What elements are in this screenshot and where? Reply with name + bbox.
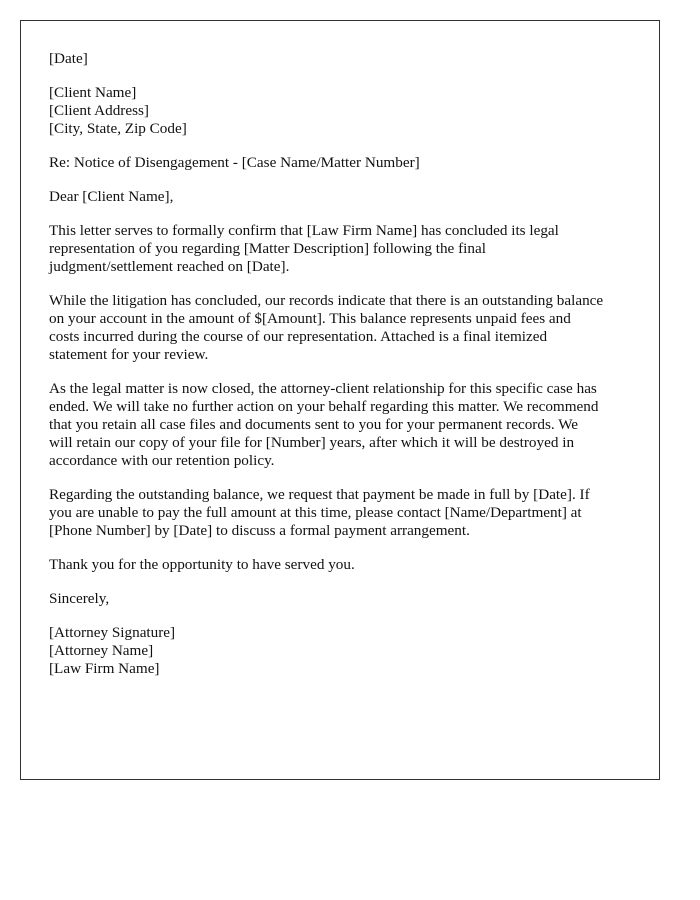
attorney-signature-line: [Attorney Signature] [49, 624, 176, 641]
paragraph-line: you are unable to pay the full amount at this time, please contact [Name/Department] at [49, 504, 582, 521]
paragraph-line: ended. We will take no further action on your behalf regarding this matter. We recommend [49, 398, 599, 415]
closing-text: Sincerely, [49, 590, 110, 607]
law-firm-name-line: [Law Firm Name] [49, 660, 160, 677]
date-line: [Date] [49, 50, 88, 67]
paragraph-line: representation of you regarding [Matter Description] following the final [49, 240, 486, 257]
subject-line [49, 154, 632, 172]
paragraph-line: As the legal matter is now closed, the attorney-client relationship for this specific case has [49, 380, 597, 397]
paragraph-confirmation [49, 222, 632, 276]
paragraph-payment-request [49, 486, 632, 540]
client-name-line: [Client Name] [49, 84, 137, 101]
paragraph-line: Thank you for the opportunity to have served you. [49, 556, 355, 573]
paragraph-relationship-ended [49, 380, 632, 470]
client-city-line: [City, State, Zip Code] [49, 120, 187, 137]
paragraph-line: judgment/settlement reached on [Date]. [49, 258, 290, 275]
paragraph-line: [Phone Number] by [Date] to discuss a formal payment arrangement. [49, 522, 470, 539]
paragraph-line: accordance with our retention policy. [49, 452, 275, 469]
letter-body [49, 50, 632, 678]
closing [49, 590, 632, 608]
paragraph-line: statement for your review. [49, 346, 209, 363]
client-address-line: [Client Address] [49, 102, 149, 119]
signature-block [49, 624, 632, 678]
subject-text: Re: Notice of Disengagement - [Case Name/Matter Number] [49, 154, 420, 171]
letter-date [49, 50, 632, 68]
paragraph-line: This letter serves to formally confirm that [Law Firm Name] has concluded its legal [49, 222, 559, 239]
salutation-text: Dear [Client Name], [49, 188, 174, 205]
paragraph-line: that you retain all case files and documents sent to you for your permanent records. We [49, 416, 579, 433]
paragraph-line: While the litigation has concluded, our records indicate that there is an outstanding balance [49, 292, 604, 309]
paragraph-line: on your account in the amount of $[Amount]. This balance represents unpaid fees and [49, 310, 571, 327]
paragraph-line: costs incurred during the course of our representation. Attached is a final itemized [49, 328, 548, 345]
paragraph-line: Regarding the outstanding balance, we request that payment be made in full by [Date]. If [49, 486, 590, 503]
letter-page [20, 20, 660, 780]
paragraph-line: will retain our copy of your file for [Number] years, after which it will be destroyed in [49, 434, 575, 451]
paragraph-thank-you [49, 556, 632, 574]
paragraph-balance [49, 292, 632, 364]
attorney-name-line: [Attorney Name] [49, 642, 154, 659]
client-address-block [49, 84, 632, 138]
salutation [49, 188, 632, 206]
